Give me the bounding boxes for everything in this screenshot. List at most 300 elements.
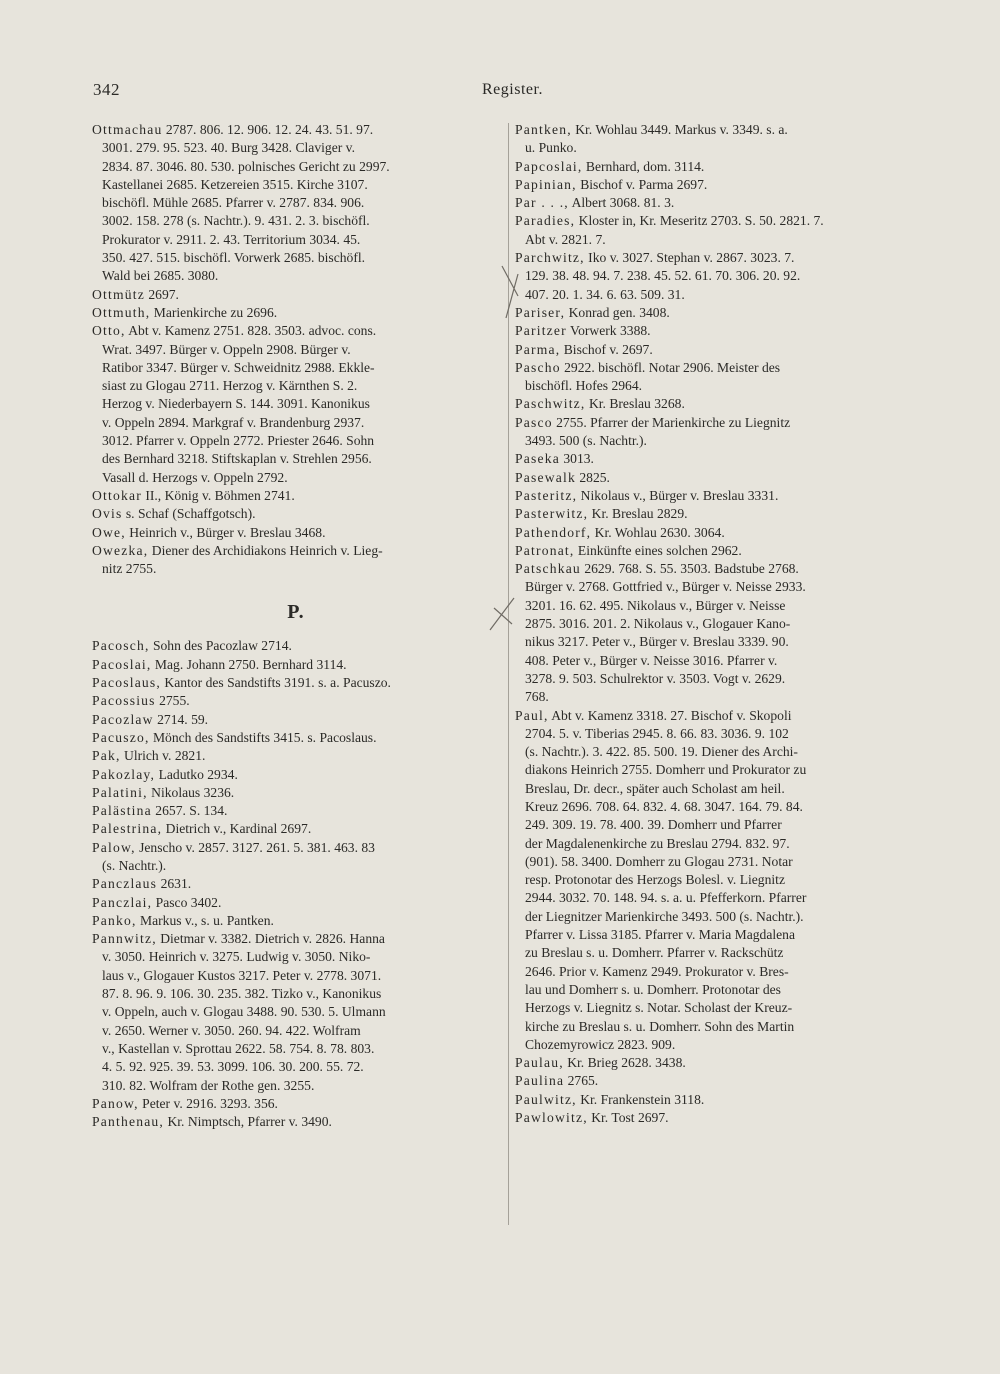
entry-line (92, 1058, 500, 1076)
entry-text: v. Oppeln 2894. Markgraf v. Brandenburg 2937. (102, 414, 365, 430)
entry-text: Kr. Wohlau 3449. Markus v. 3349. s. a. (575, 122, 788, 137)
entry-line (92, 894, 500, 912)
entry-line (515, 304, 935, 322)
entry-text: 2834. 87. 3046. 80. 530. polnisches Gericht zu 2997. (102, 158, 390, 174)
entry-text: Dietrich v., Kardinal 2697. (165, 821, 312, 837)
entry-text: Bürger v. 2768. Gottfried v., Bürger v. Neisse 2933. (525, 579, 806, 595)
entry-headword: Ottmachau (92, 122, 163, 137)
register-entry (92, 121, 500, 286)
left-entries-p (92, 637, 500, 1131)
entry-headword: Pasco (515, 414, 553, 430)
entry-text: 3001. 279. 95. 523. 40. Burg 3428. Claviger v. (102, 140, 355, 156)
entry-line (515, 194, 935, 212)
register-entry (92, 286, 500, 304)
entry-text: Kr. Frankenstein 3118. (580, 1091, 705, 1107)
register-entry (92, 542, 500, 579)
entry-text: laus v., Glogauer Kustos 3217. Peter v. 2778. 3071. (102, 967, 382, 983)
entry-text: Kantor des Sandstifts 3191. s. a. Pacuszo. (164, 675, 391, 691)
entry-headword: Panczlaus (92, 876, 158, 892)
entry-text: resp. Protonotar des Herzogs Bolesl. v. Liegnitz (525, 872, 785, 888)
entry-line (515, 944, 935, 962)
entry-line (515, 871, 935, 889)
entry-line (515, 633, 935, 651)
left-entries-o (92, 121, 500, 578)
entry-line (92, 784, 500, 802)
entry-line (515, 505, 935, 523)
entry-line (92, 912, 500, 930)
entry-line (92, 930, 500, 948)
register-entry (515, 212, 935, 249)
entry-headword: Pacossius (92, 693, 156, 709)
entry-line (515, 889, 935, 907)
entry-line (92, 637, 500, 655)
register-entry (92, 802, 500, 820)
entry-line (515, 999, 935, 1017)
entry-text: Kr. Tost 2697. (591, 1110, 669, 1126)
register-entry (92, 766, 500, 784)
register-entry (515, 158, 935, 176)
entry-line (92, 322, 500, 340)
entry-text: Mag. Johann 2750. Bernhard 3114. (154, 656, 347, 672)
register-entry (92, 875, 500, 893)
entry-text: Vasall d. Herzogs v. Oppeln 2792. (102, 469, 288, 485)
entry-line (515, 1072, 935, 1090)
entry-text: v. 3050. Heinrich v. 3275. Ludwig v. 3050. Niko- (102, 949, 371, 965)
entry-line (92, 432, 500, 450)
entry-text: 3012. Pfarrer v. Oppeln 2772. Priester 2646. Sohn (102, 433, 375, 449)
entry-line (92, 487, 500, 505)
register-entry (92, 747, 500, 765)
entry-line (515, 359, 935, 377)
entry-text: Wald bei 2685. 3080. (102, 268, 219, 284)
entry-headword: Pariser, (515, 304, 566, 320)
entry-line (515, 231, 935, 249)
entry-headword: Palestrina, (92, 821, 163, 837)
entry-line (92, 359, 500, 377)
section-letter: P. (287, 601, 305, 624)
entry-headword: Ottmuth, (92, 304, 151, 320)
entry-line (515, 853, 935, 871)
entry-line (92, 820, 500, 838)
entry-text: bischöfl. Mühle 2685. Pfarrer v. 2787. 834. 906. (102, 195, 365, 211)
entry-text: Bischof v. 2697. (563, 341, 653, 357)
entry-text: 2825. (579, 469, 610, 485)
entry-headword: Pak, (92, 748, 121, 764)
entry-text: Chozemyrowicz 2823. 909. (525, 1036, 676, 1052)
entry-line (515, 414, 935, 432)
entry-text: Sohn des Pacozlaw 2714. (152, 638, 292, 654)
entry-line (92, 249, 500, 267)
entry-text: Kr. Wohlau 2630. 3064. (594, 524, 725, 540)
entry-line (92, 656, 500, 674)
entry-text: 2922. bischöfl. Notar 2906. Meister des (564, 359, 781, 375)
entry-headword: Papinian, (515, 176, 577, 192)
entry-line (515, 926, 935, 944)
entry-text: 3493. 500 (s. Nachtr.). (525, 433, 647, 449)
entry-line (515, 176, 935, 194)
entry-line (515, 286, 935, 304)
entry-text: 2714. 59. (157, 711, 209, 727)
entry-line (515, 487, 935, 505)
entry-line (92, 377, 500, 395)
entry-headword: Panow, (92, 1095, 139, 1111)
entry-text: zu Breslau s. u. Domherr. Pfarrer v. Rackschütz (525, 945, 784, 961)
entry-headword: Ottmütz (92, 286, 145, 302)
entry-headword: Palatini, (92, 784, 148, 800)
right-entries (515, 121, 935, 1127)
register-entry (515, 560, 935, 706)
entry-text: 3278. 9. 503. Schulrektor v. 3503. Vogt v. 2629. (525, 670, 786, 686)
entry-text: Peter v. 2916. 3293. 356. (142, 1095, 278, 1111)
entry-line (515, 816, 935, 834)
entry-line (92, 414, 500, 432)
entry-line (515, 322, 935, 340)
entry-line (92, 967, 500, 985)
register-entry (92, 820, 500, 838)
entry-text: kirche zu Breslau s. u. Domherr. Sohn des Martin (525, 1018, 795, 1034)
entry-line (92, 1113, 500, 1131)
entry-text: Ulrich v. 2821. (124, 748, 206, 764)
register-entry (515, 524, 935, 542)
register-entry (92, 784, 500, 802)
entry-line (515, 725, 935, 743)
register-entry (92, 912, 500, 930)
entry-line (515, 761, 935, 779)
entry-headword: Paul, (515, 707, 549, 723)
entry-text: Albert 3068. 81. 3. (571, 195, 675, 211)
entry-line (92, 450, 500, 468)
entry-headword: Par . . ., (515, 195, 569, 211)
entry-line (92, 729, 500, 747)
entry-text: 3002. 158. 278 (s. Nachtr.). 9. 431. 2. 3. bischöfl. (102, 213, 370, 229)
entry-line (515, 670, 935, 688)
entry-headword: Pathendorf, (515, 524, 592, 540)
register-entry (92, 524, 500, 542)
left-column (92, 121, 500, 1131)
entry-text: diakons Heinrich 2755. Domherr und Prokurator zu (525, 762, 807, 778)
entry-text: 2629. 768. S. 55. 3503. Badstube 2768. (584, 561, 799, 577)
register-entry (515, 1072, 935, 1090)
entry-line (92, 121, 500, 139)
entry-text: Abt v. Kamenz 2751. 828. 3503. advoc. cons. (128, 323, 377, 339)
entry-text: 2646. Prior v. Kamenz 2949. Prokurator v. Bres- (525, 963, 789, 979)
entry-text: 2704. 5. v. Tiberias 2945. 8. 66. 83. 3036. 9. 102 (525, 725, 789, 741)
entry-line (515, 963, 935, 981)
entry-text: 310. 82. Wolfram der Rothe gen. 3255. (102, 1077, 315, 1093)
register-entry (92, 674, 500, 692)
entry-text: Ratibor 3347. Bürger v. Schweidnitz 2988. Ekkle- (102, 359, 375, 375)
entry-text: Konrad gen. 3408. (568, 304, 670, 320)
entry-text: Herzog v. Niederbayern S. 144. 3091. Kanonikus (102, 396, 370, 412)
entry-line (92, 674, 500, 692)
register-entry (92, 304, 500, 322)
entry-text: 2787. 806. 12. 906. 12. 24. 43. 51. 97. (165, 122, 374, 137)
entry-line (515, 469, 935, 487)
entry-text: s. Schaf (Schaffgotsch). (125, 506, 256, 522)
entry-line (92, 692, 500, 710)
page-number: 342 (93, 80, 120, 99)
entry-text: des Bernhard 3218. Stiftskaplan v. Strehlen 2956. (102, 451, 372, 467)
entry-line (515, 1091, 935, 1109)
entry-line (92, 839, 500, 857)
entry-text: 3013. (563, 451, 594, 467)
entry-line (515, 615, 935, 633)
entry-text: Herzogs v. Liegnitz s. Notar. Scholast der Kreuz- (525, 1000, 793, 1016)
entry-line (92, 1003, 500, 1021)
entry-headword: Panthenau, (92, 1114, 165, 1130)
entry-line (92, 766, 500, 784)
entry-text: 87. 8. 96. 9. 106. 30. 235. 382. Tizko v., Kanonikus (102, 986, 382, 1002)
entry-headword: Pannwitz, (92, 931, 157, 947)
register-entry (92, 839, 500, 876)
register-entry (515, 1091, 935, 1109)
entry-line (92, 948, 500, 966)
register-entry (92, 1095, 500, 1113)
entry-line (92, 158, 500, 176)
entry-headword: Otto, (92, 323, 126, 339)
entry-line (515, 578, 935, 596)
entry-line (92, 176, 500, 194)
entry-headword: Paradies, (515, 213, 576, 229)
entry-text: Einkünfte eines solchen 2962. (577, 542, 742, 558)
entry-text: (s. Nachtr.). 3. 422. 85. 500. 19. Diener des Archi- (525, 744, 798, 760)
entry-line (515, 267, 935, 285)
entry-line (92, 1022, 500, 1040)
entry-text: Kr. Brieg 2628. 3438. (567, 1055, 686, 1071)
entry-text: 2944. 3032. 70. 148. 94. s. a. u. Pfefferkorn. Pfarrer (525, 890, 807, 906)
register-entry (92, 322, 500, 487)
entry-line (515, 652, 935, 670)
register-entry (515, 322, 935, 340)
entry-headword: Paritzer (515, 323, 567, 339)
register-entry (92, 1113, 500, 1131)
right-column (515, 121, 935, 1127)
entry-text: Pasco 3402. (155, 894, 222, 910)
entry-headword: Owe, (92, 524, 126, 540)
register-entry (515, 176, 935, 194)
register-entry (515, 1109, 935, 1127)
entry-text: 2875. 3016. 201. 2. Nikolaus v., Glogauer Kano- (525, 616, 791, 632)
entry-headword: Pacozlaw (92, 711, 154, 727)
entry-headword: Pasewalk (515, 469, 576, 485)
entry-line (515, 688, 935, 706)
entry-text: Kr. Breslau 2829. (591, 506, 688, 522)
entry-line (92, 341, 500, 359)
entry-text: Abt v. Kamenz 3318. 27. Bischof v. Skopoli (551, 707, 792, 723)
entry-text: v., Kastellan v. Sprottau 2622. 58. 754. 8. 78. 803. (102, 1040, 375, 1056)
entry-text: Ladutko 2934. (158, 766, 238, 782)
entry-line (92, 875, 500, 893)
entry-headword: Panczlai, (92, 894, 153, 910)
entry-line (515, 450, 935, 468)
entry-text: 249. 309. 19. 78. 400. 39. Domherr und Pfarrer (525, 817, 782, 833)
entry-line (92, 524, 500, 542)
register-entry (92, 894, 500, 912)
entry-line (515, 158, 935, 176)
entry-headword: Paschwitz, (515, 396, 586, 412)
entry-text: v. 2650. Werner v. 3050. 260. 94. 422. Wolfram (102, 1022, 361, 1038)
entry-line (92, 1040, 500, 1058)
entry-text: Heinrich v., Bürger v. Breslau 3468. (129, 524, 326, 540)
entry-text: Bischof v. Parma 2697. (580, 176, 708, 192)
entry-line (92, 395, 500, 413)
entry-text: 2755. (159, 693, 190, 709)
entry-line (92, 286, 500, 304)
entry-text: 129. 38. 48. 94. 7. 238. 45. 52. 61. 70. 306. 20. 92. (525, 268, 801, 284)
register-entry (515, 249, 935, 304)
entry-text: Kr. Nimptsch, Pfarrer v. 3490. (167, 1114, 332, 1130)
entry-text: siast zu Glogau 2711. Herzog v. Kärnthen S. 2. (102, 378, 358, 394)
entry-line (92, 747, 500, 765)
entry-line (515, 798, 935, 816)
entry-line (515, 542, 935, 560)
entry-headword: Pacoslai, (92, 656, 152, 672)
entry-line (92, 267, 500, 285)
entry-line (92, 505, 500, 523)
entry-text: lau und Domherr s. u. Domherr. Protonotar des (525, 981, 781, 997)
entry-text: Wrat. 3497. Bürger v. Oppeln 2908. Bürger v. (102, 341, 351, 357)
register-entry (515, 359, 935, 396)
entry-headword: Pakozlay, (92, 766, 156, 782)
entry-headword: Papcoslai, (515, 158, 583, 174)
entry-text: Kloster in, Kr. Meseritz 2703. S. 50. 2821. 7. (578, 213, 824, 229)
entry-headword: Ovis (92, 506, 123, 522)
register-entry (92, 505, 500, 523)
entry-headword: Pawlowitz, (515, 1110, 588, 1126)
entry-text: (901). 58. 3400. Domherr zu Glogau 2731. Notar (525, 853, 793, 869)
pencil-mark-upper (498, 262, 524, 322)
entry-text: Mönch des Sandstifts 3415. s. Pacoslaus. (152, 729, 377, 745)
entry-headword: Panko, (92, 912, 137, 928)
entry-text: 2765. (567, 1073, 599, 1089)
entry-line (92, 1095, 500, 1113)
entry-text: Breslau, Dr. decr., später auch Scholast am heil. (525, 780, 785, 796)
entry-line (515, 835, 935, 853)
entry-line (515, 560, 935, 578)
entry-line (515, 1054, 935, 1072)
entry-text: Jenscho v. 2857. 3127. 261. 5. 381. 463. 83 (139, 839, 375, 855)
entry-headword: Palow, (92, 839, 136, 855)
entry-text: 407. 20. 1. 34. 6. 63. 509. 31. (525, 286, 685, 302)
entry-text: II., König v. Böhmen 2741. (145, 487, 295, 503)
entry-text: Kastellanei 2685. Ketzereien 3515. Kirche 3107. (102, 176, 368, 192)
entry-text: 3201. 16. 62. 495. Nikolaus v., Bürger v. Neisse (525, 597, 786, 613)
entry-line (515, 249, 935, 267)
entry-text: Kr. Breslau 3268. (588, 396, 685, 412)
register-entry (92, 637, 500, 655)
entry-text: Nikolaus 3236. (151, 784, 235, 800)
entry-line (515, 341, 935, 359)
entry-line (515, 121, 935, 139)
entry-line (515, 1036, 935, 1054)
entry-text: nikus 3217. Peter v., Bürger v. Breslau 3339. 90. (525, 634, 789, 650)
register-entry (515, 542, 935, 560)
register-entry (92, 729, 500, 747)
entry-line (515, 707, 935, 725)
entry-line (515, 908, 935, 926)
entry-headword: Pantken, (515, 122, 572, 137)
entry-line (515, 780, 935, 798)
entry-line (515, 212, 935, 230)
entry-text: 2657. S. 134. (155, 803, 228, 819)
entry-line (92, 802, 500, 820)
entry-text: v. Oppeln, auch v. Glogau 3488. 90. 530. 5. Ulmann (102, 1004, 386, 1020)
entry-text: nitz 2755. (102, 561, 157, 577)
entry-line (515, 1018, 935, 1036)
entry-text: der Liegnitzer Marienkirche 3493. 500 (s. Nachtr.). (525, 908, 804, 924)
entry-headword: Pacosch, (92, 638, 150, 654)
register-entry (92, 711, 500, 729)
entry-headword: Parchwitz, (515, 250, 585, 266)
entry-text: der Magdalenenkirche zu Breslau 2794. 832. 97. (525, 835, 790, 851)
register-entry (92, 487, 500, 505)
entry-text: Vorwerk 3388. (570, 323, 651, 339)
register-entry (515, 395, 935, 413)
entry-line (92, 542, 500, 560)
entry-text: Abt v. 2821. 7. (525, 231, 606, 247)
entry-text: 350. 427. 515. bischöfl. Vorwerk 2685. bischöfl. (102, 250, 366, 266)
entry-text: bischöfl. Hofes 2964. (525, 378, 643, 394)
entry-headword: Pasterwitz, (515, 506, 589, 522)
entry-line (515, 1109, 935, 1127)
entry-headword: Ottokar (92, 487, 142, 503)
entry-line (92, 560, 500, 578)
entry-line (515, 981, 935, 999)
entry-text: (s. Nachtr.). (102, 857, 167, 873)
entry-text: 768. (525, 689, 549, 705)
running-head: Register. (482, 81, 543, 98)
entry-line (92, 985, 500, 1003)
entry-headword: Palästina (92, 803, 152, 819)
entry-line (92, 469, 500, 487)
entry-headword: Patschkau (515, 561, 581, 577)
entry-headword: Paulina (515, 1073, 565, 1089)
entry-line (92, 857, 500, 875)
register-entry (515, 505, 935, 523)
entry-text: 2755. Pfarrer der Marienkirche zu Liegnitz (556, 414, 791, 430)
entry-line (92, 304, 500, 322)
entry-headword: Pasteritz, (515, 487, 578, 503)
entry-text: Kreuz 2696. 708. 64. 832. 4. 68. 3047. 164. 79. 84. (525, 798, 803, 814)
entry-line (515, 139, 935, 157)
register-entry (515, 469, 935, 487)
entry-headword: Patronat, (515, 542, 575, 558)
entry-line (515, 743, 935, 761)
register-entry (515, 1054, 935, 1072)
entry-line (92, 711, 500, 729)
register-entry (515, 121, 935, 158)
entry-headword: Paulwitz, (515, 1091, 577, 1107)
entry-headword: Paseka (515, 451, 560, 467)
entry-headword: Pacuszo, (92, 729, 150, 745)
entry-line (515, 395, 935, 413)
register-entry (515, 304, 935, 322)
register-entry (515, 341, 935, 359)
register-entry (92, 656, 500, 674)
entry-headword: Paulau, (515, 1055, 564, 1071)
entry-headword: Pacoslaus, (92, 675, 162, 691)
entry-text: 2697. (148, 286, 179, 302)
entry-headword: Owezka, (92, 542, 149, 558)
entry-line (515, 432, 935, 450)
entry-text: Marienkirche zu 2696. (153, 304, 278, 320)
register-entry (515, 487, 935, 505)
entry-line (92, 231, 500, 249)
register-entry (515, 194, 935, 212)
entry-text: 2631. (160, 876, 192, 892)
entry-line (92, 194, 500, 212)
entry-text: Bernhard, dom. 3114. (585, 158, 705, 174)
